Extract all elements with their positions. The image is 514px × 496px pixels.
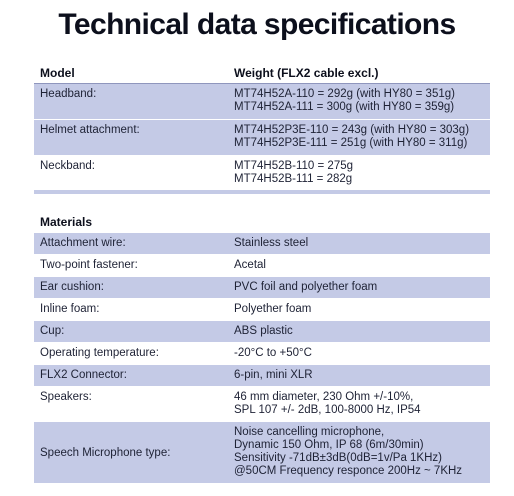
row-value: Stainless steel [234,237,309,249]
row-value: Sensitivity -71dB±3dB(0dB=1v/Pa 1KHz) [234,452,442,464]
row-label: Cup: [40,325,65,337]
table-row [34,233,490,255]
model-column-header: Model [40,66,75,80]
row-label: Speakers: [40,391,92,403]
table-row [34,343,490,365]
row-label: Speech Microphone type: [40,447,171,459]
row-value: 46 mm diameter, 230 Ohm +/-10%, [234,391,414,403]
row-value: MT74H52B-111 = 282g [234,173,353,185]
row-value: @50CM Frequency responce 200Hz ~ 7KHz [234,465,463,477]
row-value: 6-pin, mini XLR [234,369,313,381]
row-label: Helmet attachment: [40,124,140,136]
row-value: Polyether foam [234,303,312,315]
materials-table [34,211,490,484]
row-value: MT74H52A-110 = 292g (with HY80 = 351g) [234,88,455,100]
table-row [34,84,490,120]
row-label: Neckband: [40,160,95,172]
table-row [34,277,490,299]
row-label: Inline foam: [40,303,100,315]
table-row [34,422,490,484]
row-label: FLX2 Connector: [40,369,127,381]
row-label: Attachment wire: [40,237,126,249]
row-label: Headband: [40,88,97,100]
row-value: SPL 107 +/- 2dB, 100-8000 Hz, IP54 [234,404,421,416]
section-divider [34,190,490,194]
row-value: Acetal [234,259,266,271]
table-row [34,387,490,422]
row-label: Operating temperature: [40,347,159,359]
table-row [34,255,490,277]
row-value: MT74H52P3E-111 = 251g (with HY80 = 311g) [234,137,468,149]
table-row [34,365,490,387]
materials-table-header [34,211,490,233]
table-row [34,299,490,321]
row-value: MT74H52B-110 = 275g [234,160,354,172]
row-value: Dynamic 150 Ohm, IP 68 (6m/30min) [234,439,424,451]
row-value: MT74H52A-111 = 300g (with HY80 = 359g) [234,101,455,113]
row-label: Ear cushion: [40,281,104,293]
model-table-header [34,62,490,84]
table-row [34,321,490,343]
row-value: ABS plastic [234,325,293,337]
row-value: PVC foil and polyether foam [234,281,378,293]
page-title: Technical data specifications [58,8,456,41]
weight-column-header: Weight (FLX2 cable excl.) [234,66,379,80]
table-row [34,156,490,190]
table-row [34,120,490,156]
row-label: Two-point fastener: [40,259,138,271]
row-value: MT74H52P3E-110 = 243g (with HY80 = 303g) [234,124,470,136]
materials-column-header: Materials [40,215,93,229]
row-value: -20°C to +50°C [234,347,312,359]
model-weight-table [34,62,490,194]
row-value: Noise cancelling microphone, [234,426,385,438]
